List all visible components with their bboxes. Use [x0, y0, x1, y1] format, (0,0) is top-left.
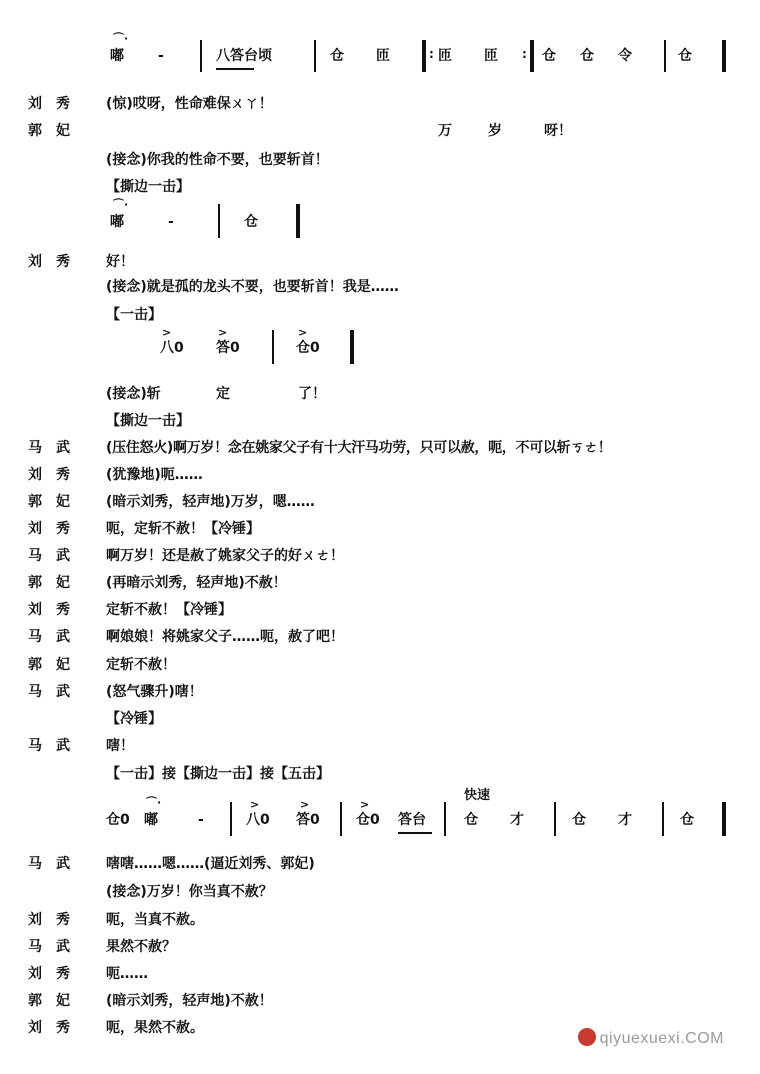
speaker-name: 马武 — [28, 684, 84, 700]
speaker-name: 刘秀 — [28, 912, 84, 928]
speaker-name: 刘秀 — [28, 966, 84, 982]
note: 嘟 — [144, 812, 158, 828]
dialogue-text: 果然不赦？ — [106, 939, 176, 955]
dialogue-text: 呃，定斩不赦！【冷锤】 — [106, 521, 260, 537]
accent-mark: > — [300, 798, 310, 811]
repeat-bar — [422, 40, 426, 72]
note: 仓 — [542, 48, 556, 64]
spread-syllable: 万 — [438, 123, 452, 139]
note: 仓 — [680, 812, 694, 828]
dialogue-text: (怒气骤升)嗐！ — [106, 684, 203, 700]
note: 仓 — [678, 48, 692, 64]
dialogue-line — [0, 437, 760, 459]
speaker-name: 马武 — [28, 440, 84, 456]
bar-line — [554, 802, 556, 836]
speaker-name: 刘秀 — [28, 1020, 84, 1036]
dialogue-text: (暗示刘秀，轻声地)不赦！ — [106, 993, 273, 1009]
dialogue-line — [0, 963, 760, 985]
percussion-notation-3 — [0, 328, 760, 368]
dialogue-text: 呃…… — [106, 966, 148, 982]
dialogue-text: 好！ — [106, 254, 134, 270]
dialogue-line — [0, 251, 760, 273]
dialogue-text: (接念)你我的性命不要，也要斩首！ — [106, 152, 329, 168]
end-bar — [296, 204, 300, 238]
dialogue-line — [0, 990, 760, 1012]
note: 仓0 — [356, 812, 380, 828]
note: 答0 — [216, 340, 240, 356]
speaker-name: 刘秀 — [28, 467, 84, 483]
note: 匝 — [376, 48, 390, 64]
dialogue-line — [0, 545, 760, 567]
accent-mark: > — [250, 798, 260, 811]
speaker-name: 马武 — [28, 548, 84, 564]
beam-line — [398, 832, 432, 834]
dialogue-text: (犹豫地)呃…… — [106, 467, 203, 483]
dialogue-line — [0, 909, 760, 931]
cue-label: 【撕边一击】 — [106, 413, 190, 429]
dialogue-line — [0, 572, 760, 594]
speaker-name: 马武 — [28, 629, 84, 645]
speaker-name: 郭妃 — [28, 494, 84, 510]
speaker-name: 郭妃 — [28, 123, 84, 139]
cue-label: 【撕边一击】 — [106, 179, 190, 195]
speaker-name: 郭妃 — [28, 993, 84, 1009]
repeat-bar — [530, 40, 534, 72]
dialogue-line — [0, 681, 760, 703]
percussion-notation-2 — [0, 198, 760, 242]
dialogue-line — [0, 654, 760, 676]
bar-line — [340, 802, 342, 836]
dialogue-text: 啊万岁！还是赦了姚家父子的好ㄨㄜ！ — [106, 548, 344, 564]
note: 答台 — [398, 812, 426, 828]
dialogue-text: (接念)就是孤的龙头不要，也要斩首！我是…… — [106, 279, 399, 295]
dialogue-line — [0, 276, 760, 298]
accent-mark: > — [298, 326, 308, 339]
note: - — [168, 214, 174, 230]
note: 才 — [618, 812, 632, 828]
speaker-name: 刘秀 — [28, 254, 84, 270]
note: 仓 — [464, 812, 478, 828]
spread-syllable: 定 — [216, 386, 230, 402]
note: 匝 — [484, 48, 498, 64]
tempo-marking: 快速 — [464, 788, 491, 803]
note: 仓 — [572, 812, 586, 828]
bar-line — [444, 802, 446, 836]
note: 才 — [510, 812, 524, 828]
dialogue-text: 呃，果然不赦。 — [106, 1020, 204, 1036]
fermata-mark: ⌒· — [113, 198, 129, 211]
dialogue-line — [0, 881, 760, 903]
note: 仓 — [330, 48, 344, 64]
dialogue-line — [0, 149, 760, 171]
dialogue-line — [0, 735, 760, 757]
bar-line — [662, 802, 664, 836]
speaker-name: 郭妃 — [28, 657, 84, 673]
dialogue-line — [0, 464, 760, 486]
cue-label: 【一击】 — [106, 307, 162, 323]
spread-syllable: 岁 — [488, 123, 502, 139]
logo-icon — [578, 1028, 596, 1046]
note: 嘟 — [110, 214, 124, 230]
accent-mark: > — [162, 326, 172, 339]
end-bar — [722, 802, 726, 836]
dialogue-text: 定斩不赦！【冷锤】 — [106, 602, 232, 618]
dialogue-text: 定斩不赦！ — [106, 657, 176, 673]
dialogue-text: 呃，当真不赦。 — [106, 912, 204, 928]
note: 仓 — [244, 214, 258, 230]
end-bar — [350, 330, 354, 364]
site-watermark — [578, 1028, 724, 1048]
note: 八0 — [160, 340, 184, 356]
dialogue-text: (惊)哎呀，性命难保ㄨㄚ！ — [106, 96, 273, 112]
bar-line — [314, 40, 316, 72]
dialogue-text: 啊娘娘！将姚家父子……呃，赦了吧！ — [106, 629, 344, 645]
repeat-dots: : — [429, 47, 434, 61]
spread-syllable: 呀！ — [544, 123, 572, 139]
dialogue-line — [0, 518, 760, 540]
speaker-name: 郭妃 — [28, 575, 84, 591]
spread-syllable: 了！ — [298, 386, 326, 402]
dialogue-text: (压住怒火)啊万岁！念在姚家父子有十大汗马功劳，只可以赦，呃，不可以斩ㄎㄜ！ — [106, 440, 612, 456]
note: - — [158, 48, 164, 64]
note: 令 — [618, 48, 632, 64]
speaker-name: 马武 — [28, 939, 84, 955]
bar-line — [230, 802, 232, 836]
dialogue-text: (再暗示刘秀，轻声地)不赦！ — [106, 575, 287, 591]
end-bar — [722, 40, 726, 72]
fermata-mark: ⌒· — [146, 796, 162, 809]
speaker-name: 刘秀 — [28, 521, 84, 537]
speaker-name: 刘秀 — [28, 602, 84, 618]
accent-mark: > — [218, 326, 228, 339]
note: 八答台顷 — [216, 48, 272, 64]
dialogue-line — [0, 599, 760, 621]
bar-line — [272, 330, 274, 364]
note: 匝 — [438, 48, 452, 64]
dialogue-text: 嗐！ — [106, 738, 134, 754]
note: 仓0 — [106, 812, 130, 828]
note: 仓 — [580, 48, 594, 64]
accent-mark: > — [360, 798, 370, 811]
dialogue-text: (暗示刘秀，轻声地)万岁，嗯…… — [106, 494, 315, 510]
watermark-text: qiyuexuexi.COM — [599, 1030, 724, 1047]
percussion-notation-4 — [0, 796, 760, 840]
dialogue-line — [0, 626, 760, 648]
dialogue-line — [0, 93, 760, 115]
spread-syllable: (接念)斩 — [106, 386, 161, 402]
dialogue-line — [0, 491, 760, 513]
repeat-dots: : — [522, 47, 527, 61]
cue-label: 【冷锤】 — [106, 711, 162, 727]
note: 答0 — [296, 812, 320, 828]
note: 仓0 — [296, 340, 320, 356]
dialogue-line — [0, 120, 760, 142]
dialogue-line — [0, 936, 760, 958]
note: 八0 — [246, 812, 270, 828]
percussion-notation-1 — [0, 32, 760, 78]
dialogue-text: 嗐嗐……嗯……(逼近刘秀、郭妃) — [106, 856, 315, 872]
speaker-name: 马武 — [28, 738, 84, 754]
speaker-name: 马武 — [28, 856, 84, 872]
bar-line — [664, 40, 666, 72]
dialogue-text: (接念)万岁！你当真不赦？ — [106, 884, 273, 900]
bar-line — [200, 40, 202, 72]
speaker-name: 刘秀 — [28, 96, 84, 112]
dialogue-line — [0, 853, 760, 875]
note: - — [198, 812, 204, 828]
cue-label: 【一击】接【撕边一击】接【五击】 — [106, 766, 330, 782]
fermata-mark: ⌒· — [113, 32, 129, 45]
bar-line — [218, 204, 220, 238]
note: 嘟 — [110, 48, 124, 64]
beam-line — [216, 68, 254, 70]
